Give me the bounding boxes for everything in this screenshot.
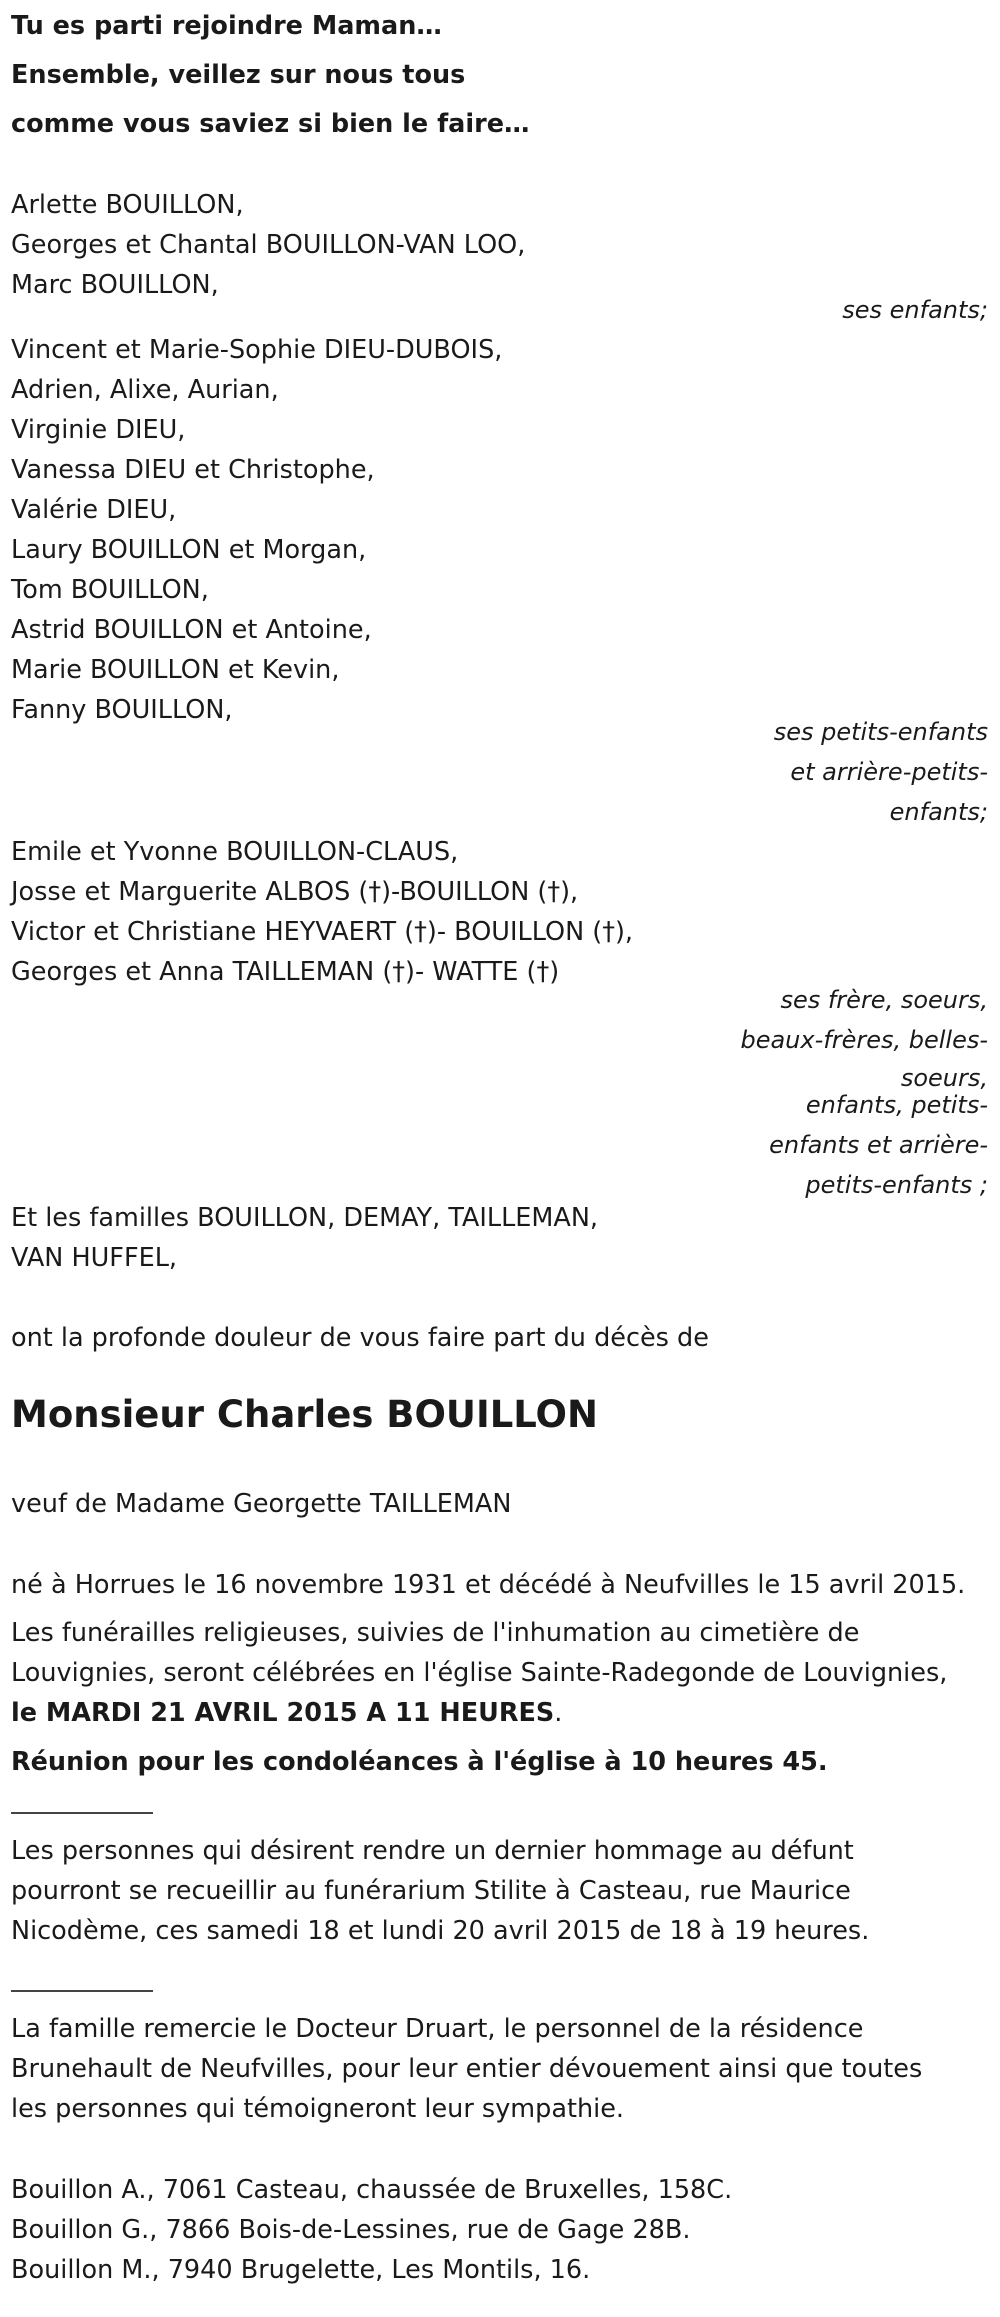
funeral-date-line: [11, 1693, 562, 1733]
relation-label: ses enfants;: [842, 296, 988, 324]
family-member: Emile et Yvonne BOUILLON-CLAUS,: [11, 837, 459, 867]
relation-label: ses petits-enfants: [773, 718, 988, 746]
family-member: Vanessa DIEU et Christophe,: [11, 455, 375, 485]
family-member: Valérie DIEU,: [11, 495, 177, 525]
funeral-line: Les funérailles religieuses, suivies de l'inhumation au cimetière de: [11, 1618, 860, 1648]
address-line: Bouillon M., 7940 Brugelette, Les Montils, 16.: [11, 2255, 591, 2285]
family-member: Adrien, Alixe, Aurian,: [11, 375, 279, 405]
funeral-date-suffix: .: [554, 1698, 563, 1728]
relation-label: ses frère, soeurs,: [780, 986, 988, 1014]
relation-label: enfants;: [889, 798, 988, 826]
epitaph-line: Tu es parti rejoindre Maman…: [11, 11, 442, 41]
announcement-text: ont la profonde douleur de vous faire part du décès de: [11, 1323, 709, 1353]
viewing-line: pourront se recueillir au funérarium Stilite à Casteau, rue Maurice: [11, 1876, 851, 1906]
family-member: Georges et Anna TAILLEMAN (†)- WATTE (†): [11, 957, 560, 987]
thanks-line: Brunehault de Neufvilles, pour leur entier dévouement ainsi que toutes: [11, 2054, 923, 2084]
address-line: Bouillon A., 7061 Casteau, chaussée de Bruxelles, 158C.: [11, 2175, 733, 2205]
thanks-line: La famille remercie le Docteur Druart, le personnel de la résidence: [11, 2014, 864, 2044]
thanks-line: les personnes qui témoigneront leur sympathie.: [11, 2094, 624, 2124]
family-member: Victor et Christiane HEYVAERT (†)- BOUILLON (†),: [11, 917, 633, 947]
deceased-name: Monsieur Charles BOUILLON: [11, 1393, 598, 1436]
separator: [11, 1990, 153, 1992]
condolences-line: Réunion pour les condoléances à l'église à 10 heures 45.: [11, 1747, 828, 1777]
family-member: Et les familles BOUILLON, DEMAY, TAILLEMAN,: [11, 1203, 599, 1233]
relation-label: enfants et arrière-: [769, 1131, 988, 1159]
viewing-line: Nicodème, ces samedi 18 et lundi 20 avril 2015 de 18 à 19 heures.: [11, 1916, 870, 1946]
family-member: Georges et Chantal BOUILLON-VAN LOO,: [11, 230, 526, 260]
viewing-line: Les personnes qui désirent rendre un dernier hommage au défunt: [11, 1836, 854, 1866]
relation-label: beaux-frères, belles-: [740, 1026, 988, 1054]
family-member: Josse et Marguerite ALBOS (†)-BOUILLON (†),: [11, 877, 579, 907]
spouse-line: veuf de Madame Georgette TAILLEMAN: [11, 1489, 512, 1519]
family-member: Laury BOUILLON et Morgan,: [11, 535, 367, 565]
family-member: Marc BOUILLON,: [11, 270, 219, 300]
family-member: Fanny BOUILLON,: [11, 695, 233, 725]
epitaph-line: comme vous saviez si bien le faire…: [11, 109, 530, 139]
epitaph-line: Ensemble, veillez sur nous tous: [11, 60, 466, 90]
funeral-line: Louvignies, seront célébrées en l'église Sainte-Radegonde de Louvignies,: [11, 1658, 948, 1688]
relation-label: soeurs,: [900, 1064, 988, 1092]
relation-label: et arrière-petits-: [790, 758, 988, 786]
family-member: Vincent et Marie-Sophie DIEU-DUBOIS,: [11, 335, 503, 365]
family-member: Tom BOUILLON,: [11, 575, 209, 605]
funeral-date: le MARDI 21 AVRIL 2015 A 11 HEURES: [11, 1698, 555, 1728]
family-member: Arlette BOUILLON,: [11, 190, 244, 220]
address-line: Bouillon G., 7866 Bois-de-Lessines, rue de Gage 28B.: [11, 2215, 691, 2245]
birth-death-line: né à Horrues le 16 novembre 1931 et décédé à Neufvilles le 15 avril 2015.: [11, 1570, 966, 1600]
family-member: Astrid BOUILLON et Antoine,: [11, 615, 372, 645]
family-member: Marie BOUILLON et Kevin,: [11, 655, 340, 685]
family-member: Virginie DIEU,: [11, 415, 186, 445]
relation-label: enfants, petits-: [805, 1091, 988, 1119]
relation-label: petits-enfants ;: [805, 1171, 988, 1199]
family-member: VAN HUFFEL,: [11, 1243, 178, 1273]
separator: [11, 1812, 153, 1814]
